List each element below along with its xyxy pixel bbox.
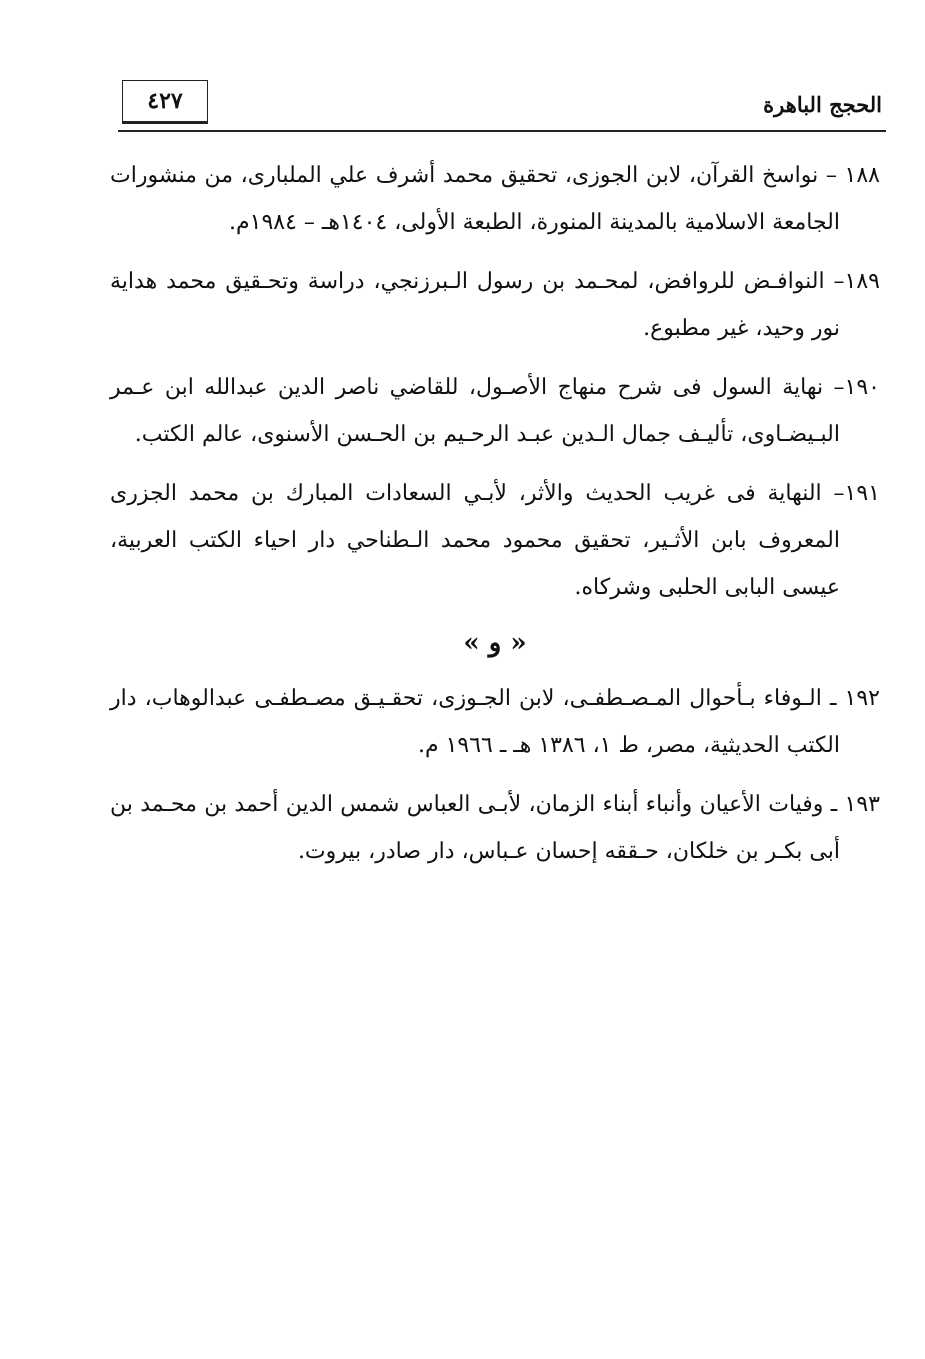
bibliography-entry-189 <box>110 258 880 352</box>
running-title: الحجج الباهرة <box>763 92 882 117</box>
bibliography-list <box>110 152 880 887</box>
page-number: ٤٢٧ <box>122 80 208 124</box>
entry-number: ١٩٣ ـ <box>830 792 880 817</box>
entry-text: النوافـض للروافض، لمحـمد بن رسول الـبرزنجي، دراسة وتحـقيق محمد هداية نور وحيد، غير مطبوع. <box>110 269 840 341</box>
entry-number: ١٩١– <box>833 481 880 506</box>
section-heading-waw: « و » <box>463 628 527 658</box>
entry-text: نهاية السول فى شرح منهاج الأصـول، للقاضي ناصر الدين عبدالله ابن عـمر البـيضـاوى، تأليـف جمال الـدين عبـد الرحـيم بن الحـسن الأسنوى، عالم الكتب. <box>110 375 840 447</box>
bibliography-entry-188 <box>110 152 880 246</box>
bibliography-entry-193 <box>110 781 880 875</box>
entry-text: وفيات الأعيان وأنباء أبناء الزمان، لأبـى العباس شمس الدين أحمد بن محـمد بن أبى بكـر بن خلكان، حـققه إحسان عـباس، دار صادر، بيروت. <box>110 792 840 864</box>
page-header <box>118 78 886 134</box>
entry-number: ١٨٨ – <box>825 163 880 188</box>
bibliography-entry-192 <box>110 675 880 769</box>
entry-number: ١٨٩– <box>833 269 880 294</box>
entry-number: ١٩٠– <box>833 375 880 400</box>
bibliography-entry-191 <box>110 470 880 611</box>
entry-text: الـوفاء بـأحوال المـصـطفـى، لابن الجـوزى، تحقـيـق مصـطفـى عبدالوهاب، دار الكتب الحديثية، مصر، ط ١، ١٣٨٦ هـ ـ ١٩٦٦ م. <box>110 686 840 758</box>
entry-number: ١٩٢ ـ <box>829 686 880 711</box>
entry-text: نواسخ القرآن، لابن الجوزى، تحقيق محمد أشرف علي الملبارى، من منشورات الجامعة الاسلامية بالمدينة المنورة، الطبعة الأولى، ١٤٠٤هـ – ١٩٨٤م. <box>110 163 840 235</box>
bibliography-entry-190 <box>110 364 880 458</box>
entry-text: النهاية فى غريب الحديث والأثر، لأبـي السعادات المبارك بن محمد الجزرى المعروف بابن الأثـير، تحقيق محمود محمد الـطناحي دار احياء الكتب العربية، عيسى البابى الحلبى وشركاه. <box>110 481 840 600</box>
header-rule <box>118 130 886 132</box>
